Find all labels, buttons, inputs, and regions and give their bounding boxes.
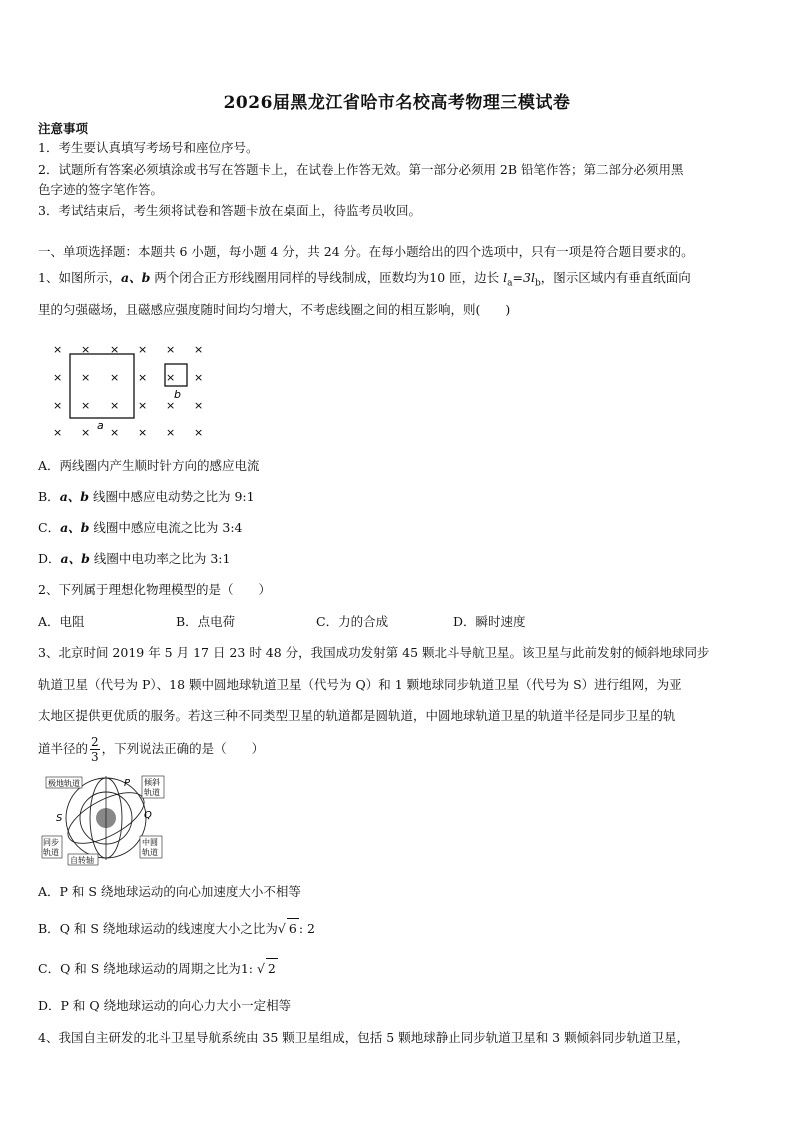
- q2-options: [38, 612, 758, 632]
- option-text: 两线圈内产生顺时针方向的感应电流: [59, 458, 260, 473]
- field-cross: ×: [81, 371, 91, 384]
- q1-option-d: [38, 549, 758, 569]
- ratio-tail: : 2: [298, 921, 315, 936]
- field-cross: ×: [194, 343, 204, 356]
- option-label: D．: [38, 998, 61, 1013]
- sat-p-label: P: [124, 778, 131, 789]
- fraction-denominator: 3: [91, 750, 99, 764]
- incline-label-2: 轨道: [144, 788, 160, 797]
- q4-stem-line1: 4、我国自主研发的北斗卫星导航系统由 35 颗卫星组成，包括 5 颗地球静止同步轨道卫星和 3 颗倾斜同步轨道卫星，: [38, 1030, 690, 1045]
- q2-option-b: B．点电荷: [176, 614, 236, 629]
- q1-l-symbol: l: [503, 270, 508, 285]
- q1-text: 1、如图所示，: [38, 270, 121, 285]
- field-cross: ×: [81, 343, 91, 356]
- q3-stem-line3: 太地区提供更优质的服务。若这三种不同类型卫星的轨道都是圆轨道，中圆地球轨道卫星的轨道半径是同步卫星的轨: [38, 708, 676, 723]
- option-ab: a、b: [60, 551, 90, 566]
- mid-label-1: 中圆: [142, 838, 158, 847]
- option-text: Q 和 S 绕地球运动的周期之比为: [60, 961, 241, 976]
- q3-text-2: ，下列说法正确的是（ ）: [101, 741, 265, 756]
- q2-option-c: C．力的合成: [316, 614, 389, 629]
- option-ab: a、b: [60, 520, 90, 535]
- sqrt-symbol: √: [277, 921, 286, 936]
- q1-sub-a: a: [507, 278, 513, 289]
- notice-item-3: 3．考试结束后，考生须将试卷和答题卡放在桌面上，待监考员收回。: [38, 203, 421, 218]
- sqrt-content: 6: [287, 918, 299, 939]
- field-cross: ×: [166, 371, 176, 384]
- field-cross: ×: [138, 399, 148, 412]
- axis-label: 自转轴: [70, 856, 94, 865]
- field-cross: ×: [166, 426, 176, 438]
- option-text: P 和 S 绕地球运动的向心加速度大小不相等: [59, 884, 301, 899]
- coil-b-label: b: [174, 388, 181, 401]
- q2-stem: 2、下列属于理想化物理模型的是（ ）: [38, 582, 271, 597]
- option-label: D．: [38, 551, 61, 566]
- q1-stem-line2: 里的匀强磁场，且磁感应强度随时间均匀增大，不考虑线圈之间的相互影响，则( ): [38, 302, 511, 317]
- field-cross: ×: [110, 371, 120, 384]
- option-text: 线圈中感应电动势之比为 9:1: [89, 489, 255, 504]
- field-cross: ×: [81, 426, 91, 438]
- option-label: C．: [38, 961, 61, 976]
- incline-label-1: 倾斜: [144, 778, 160, 787]
- sqrt-content: 2: [266, 958, 278, 979]
- option-label: C．: [38, 520, 61, 535]
- option-label: B．: [38, 921, 60, 936]
- notice-item-2: 2．试题所有答案必须填涂或书写在答题卡上，在试卷上作答无效。第一部分必须用 2B 铅笔作答；第二部分必须用黑: [38, 162, 684, 177]
- q1-text-3: ，图示区域内有垂直纸面向: [540, 270, 691, 285]
- field-cross: ×: [110, 399, 120, 412]
- sat-s-label: S: [56, 813, 63, 824]
- q1-option-a: [38, 456, 758, 476]
- option-label: A．: [38, 458, 60, 473]
- q1-text-2: 两个闭合正方形线圈用同样的导线制成，匝数均为10 匝，边长: [150, 270, 504, 285]
- option-label: B．: [38, 489, 60, 504]
- q1-eq: =3l: [512, 270, 535, 285]
- coil-a-label: a: [97, 419, 104, 432]
- field-cross: ×: [166, 343, 176, 356]
- field-cross: ×: [53, 426, 63, 438]
- q1-ab: a、b: [120, 270, 151, 285]
- option-text: P 和 Q 绕地球运动的向心力大小一定相等: [60, 998, 292, 1013]
- ratio-head: 1:: [240, 961, 257, 976]
- q1-option-c: [38, 518, 758, 538]
- geo-label-2: 轨道: [43, 848, 59, 857]
- field-cross: ×: [138, 371, 148, 384]
- mid-label-2: 轨道: [142, 848, 158, 857]
- geo-label-1: 同步: [43, 838, 59, 847]
- q3-orbit-figure: [40, 774, 170, 866]
- field-cross: ×: [81, 399, 91, 412]
- q3-stem-line2: 轨道卫星（代号为 P）、18 颗中圆地球轨道卫星（代号为 Q）和 1 颗地球同步轨道卫星（代号为 S）进行组网，为亚: [38, 677, 682, 692]
- q3-option-a: [38, 882, 758, 902]
- field-cross: ×: [138, 343, 148, 356]
- field-cross: ×: [53, 371, 63, 384]
- field-cross: ×: [166, 399, 176, 412]
- option-label: A．: [38, 884, 60, 899]
- q3-option-c: [38, 958, 758, 979]
- field-cross: ×: [138, 426, 148, 438]
- field-cross: ×: [110, 426, 120, 438]
- section1-heading: 一、单项选择题：本题共 6 小题，每小题 4 分，共 24 分。在每小题给出的四个选项中，只有一项是符合题目要求的。: [38, 244, 694, 259]
- q1-option-b: [38, 487, 758, 507]
- option-ab: a、b: [59, 489, 90, 504]
- field-cross: ×: [110, 343, 120, 356]
- field-cross: ×: [194, 426, 204, 438]
- q1-figure: [40, 334, 220, 438]
- fraction-numerator: 2: [91, 735, 99, 749]
- q3-option-b: [38, 918, 758, 939]
- field-cross: ×: [194, 371, 204, 384]
- option-text: 线圈中电功率之比为 3:1: [89, 551, 231, 566]
- q2-option-d: D．瞬时速度: [453, 614, 526, 629]
- option-text: Q 和 S 绕地球运动的线速度大小之比为: [59, 921, 278, 936]
- coil-a: [70, 354, 134, 418]
- q3-stem-line4: [38, 732, 758, 766]
- q3-text: 道半径的: [38, 741, 89, 756]
- q1-stem-line1: [38, 268, 758, 294]
- q3-option-d: [38, 996, 758, 1016]
- sat-q-label: Q: [144, 810, 152, 821]
- notice-heading: 注意事项: [38, 121, 89, 136]
- polar-label: 极地轨道: [48, 779, 80, 788]
- q1-sub-b: b: [534, 278, 541, 289]
- q2-option-a: A．电阻: [38, 614, 85, 629]
- option-text: 线圈中感应电流之比为 3:4: [89, 520, 243, 535]
- field-cross: ×: [194, 399, 204, 412]
- notice-item-2-cont: 色字迹的签字笔作答。: [38, 182, 164, 197]
- sqrt-symbol: √: [256, 961, 265, 976]
- q3-stem-line1: 3、北京时间 2019 年 5 月 17 日 23 时 48 分，我国成功发射第 45 颗北斗导航卫星。该卫星与此前发射的倾斜地球同步: [38, 645, 710, 660]
- notice-item-1: 1．考生要认真填写考场号和座位序号。: [38, 140, 259, 155]
- field-cross: ×: [53, 343, 63, 356]
- fraction-two-thirds: [90, 735, 100, 764]
- field-cross: ×: [53, 399, 63, 412]
- page-title: 2026届黑龙江省哈市名校高考物理三模试卷: [223, 93, 571, 113]
